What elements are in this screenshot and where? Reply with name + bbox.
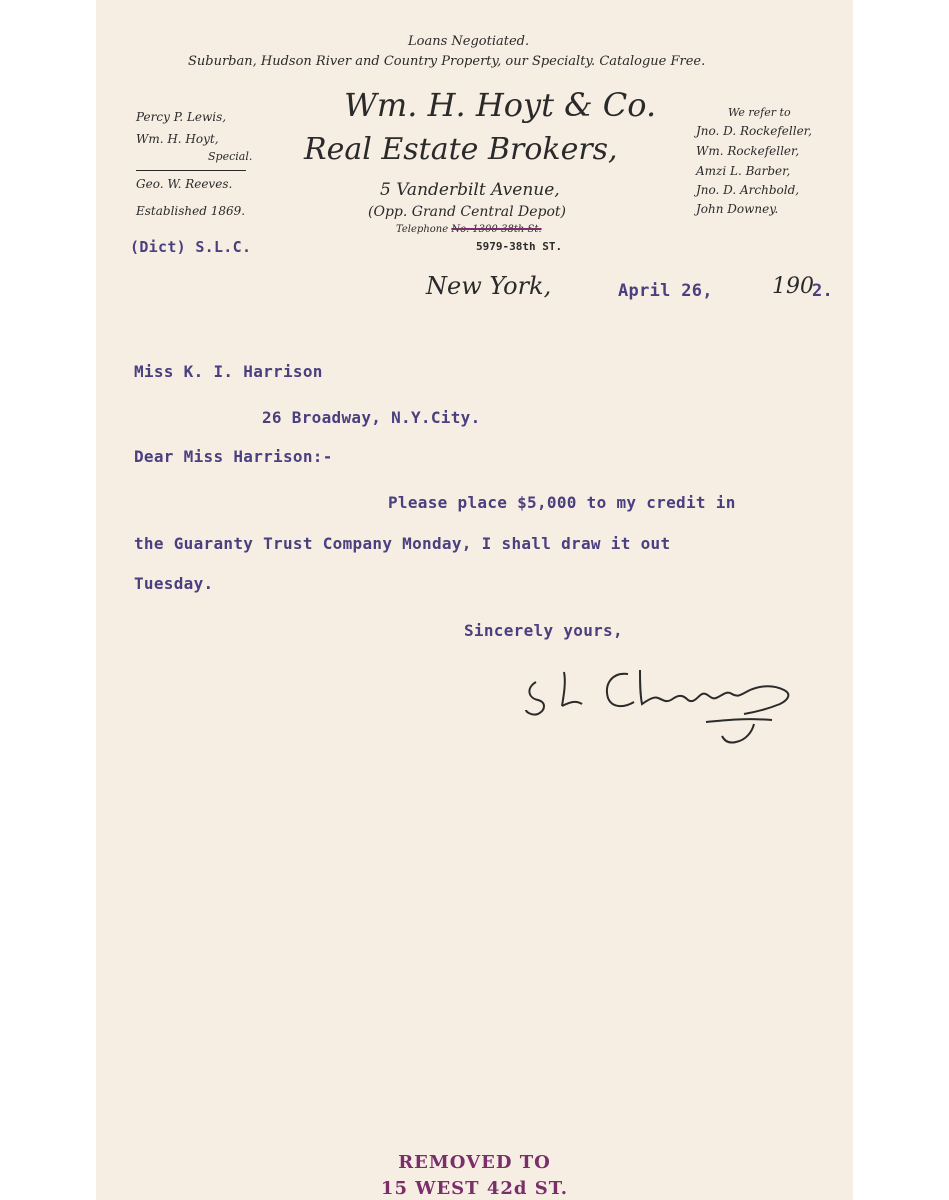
date-year-printed: 190: [772, 274, 814, 299]
partner-divider: [136, 170, 246, 171]
reference-barber: Amzi L. Barber,: [696, 164, 791, 178]
closing: Sincerely yours,: [464, 621, 623, 640]
firm-name: Wm. H. Hoyt & Co.: [344, 86, 657, 124]
body-line-3: Tuesday.: [134, 574, 214, 593]
opposite-grand-central: (Opp. Grand Central Depot): [368, 204, 567, 220]
reference-downey: John Downey.: [696, 202, 779, 216]
signature: [516, 660, 806, 750]
telephone-label-text: Telephone: [396, 224, 449, 235]
telephone-new-number: 5979-38th ST.: [476, 240, 563, 253]
firm-title: Real Estate Brokers,: [304, 132, 618, 167]
reference-jno-rockefeller: Jno. D. Rockefeller,: [696, 124, 812, 138]
reference-wm-rockefeller: Wm. Rockefeller,: [696, 144, 800, 158]
telephone-old-number: No. 1300-38th St.: [451, 224, 542, 235]
partner-lewis: Percy P. Lewis,: [136, 110, 227, 124]
salutation: Dear Miss Harrison:-: [134, 447, 333, 466]
partner-hoyt: Wm. H. Hoyt,: [136, 132, 219, 146]
date-month-day: April 26,: [618, 281, 713, 301]
recipient-address: 26 Broadway, N.Y.City.: [262, 408, 481, 427]
recipient-name: Miss K. I. Harrison: [134, 362, 323, 381]
loans-negotiated: Loans Negotiated.: [408, 34, 530, 49]
removed-to-line: REMOVED TO: [398, 1152, 551, 1173]
reference-archbold: Jno. D. Archbold,: [696, 183, 800, 197]
established: Established 1869.: [136, 204, 246, 218]
specialty-line: Suburban, Hudson River and Country Property, our Specialty. Catalogue Free.: [188, 54, 706, 69]
dictation-note: (Dict) S.L.C.: [130, 238, 252, 256]
partner-special: Special.: [208, 150, 253, 163]
firm-address: 5 Vanderbilt Avenue,: [380, 180, 560, 200]
body-line-1: Please place $5,000 to my credit in: [388, 493, 736, 512]
city: New York,: [426, 272, 552, 300]
refer-heading: We refer to: [728, 106, 791, 119]
partner-reeves: Geo. W. Reeves.: [136, 177, 233, 191]
new-address-line: 15 WEST 42d ST.: [380, 1178, 569, 1199]
date-year-typed: 2.: [812, 281, 834, 301]
body-line-2: the Guaranty Trust Company Monday, I shall draw it out: [134, 534, 671, 553]
telephone-label: [396, 224, 542, 235]
letter-sheet: [96, 0, 853, 1200]
